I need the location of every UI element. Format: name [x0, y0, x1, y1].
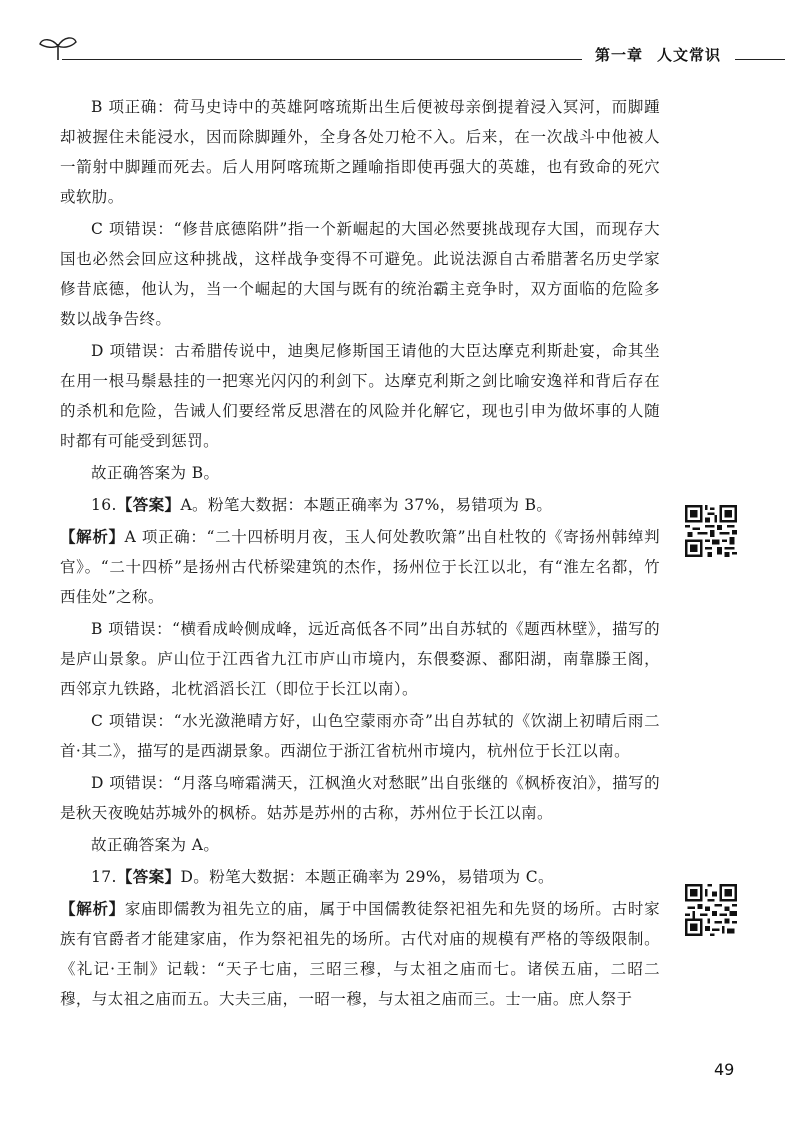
chapter-title: 人文常识	[657, 46, 722, 64]
header-rule-left	[62, 59, 582, 60]
answer-tag: 【答案】	[116, 495, 181, 514]
answer-tag: 【答案】	[116, 867, 181, 886]
page-header	[0, 0, 800, 70]
paragraph: 故正确答案为 B。	[91, 464, 220, 482]
qr-code-icon[interactable]	[685, 505, 737, 557]
paragraph: C 项错误：“水光潋滟晴方好，山色空蒙雨亦奇”出自苏轼的《饮湖上初晴后雨二首·其二》，描写的是西湖景象。西湖位于浙江省杭州市境内，杭州位于长江以南。	[60, 712, 660, 760]
answer-line: 17.【答案】D。粉笔大数据：本题正确率为 29%，易错项为 C。	[91, 867, 554, 886]
chapter-heading	[595, 44, 721, 65]
leaf-sprout-icon	[38, 34, 78, 62]
analysis-tag: 【解析】	[60, 527, 125, 546]
paragraph: B 项错误：“横看成岭侧成峰，远近高低各不同”出自苏轼的《题西林壁》，描写的是庐山景象。庐山位于江西省九江市庐山市境内，东偎婺源、鄱阳湖，南靠滕王阁，西邻京九铁路，北枕滔滔长江（即位于长江以南）。	[60, 620, 660, 698]
answer-line: 16.【答案】A。粉笔大数据：本题正确率为 37%，易错项为 B。	[91, 495, 553, 514]
page-body	[60, 92, 660, 1016]
paragraph: B 项正确：荷马史诗中的英雄阿喀琉斯出生后便被母亲倒提着浸入冥河，而脚踵却被握住未能浸水，因而除脚踵外，全身各处刀枪不入。后来，在一次战斗中他被人一箭射中脚踵而死去。后人用阿喀琉斯之踵喻指即使再强大的英雄，也有致命的死穴或软肋。	[60, 98, 660, 206]
paragraph: C 项错误：“修昔底德陷阱”指一个新崛起的大国必然要挑战现存大国，而现存大国也必然会回应这种挑战，这样战争变得不可避免。此说法源自古希腊著名历史学家修昔底德，他认为，当一个崛起的大国与既有的统治霸主竞争时，双方面临的危险多数以战争告终。	[60, 220, 660, 328]
analysis-paragraph: 【解析】家庙即儒教为祖先立的庙，属于中国儒教徒祭祀祖先和先贤的场所。古时家族有官爵者才能建家庙，作为祭祀祖先的场所。古代对庙的规模有严格的等级限制。《礼记·王制》记载：“天子七庙，三昭三穆，与太祖之庙而七。诸侯五庙，二昭二穆，与太祖之庙而五。大夫三庙，一昭一穆，与太祖之庙而三。士一庙。庶人祭于	[60, 899, 660, 1008]
paragraph: 故正确答案为 A。	[91, 836, 220, 854]
page-number: 49	[714, 1060, 735, 1079]
paragraph: D 项错误：古希腊传说中，迪奥尼修斯国王请他的大臣达摩克利斯赴宴，命其坐在用一根马鬃悬挂的一把寒光闪闪的利剑下。达摩克利斯之剑比喻安逸祥和背后存在的杀机和危险，告诫人们要经常反思潜在的风险并化解它，现也引申为做坏事的人随时都有可能受到惩罚。	[60, 342, 660, 450]
analysis-paragraph: 【解析】A 项正确：“二十四桥明月夜，玉人何处教吹箫”出自杜牧的《寄扬州韩绰判官》。“二十四桥”是扬州古代桥梁建筑的杰作，扬州位于长江以北，有“淮左名都，竹西佳处”之称。	[60, 527, 660, 606]
paragraph: D 项错误：“月落乌啼霜满天，江枫渔火对愁眠”出自张继的《枫桥夜泊》，描写的是秋天夜晚姑苏城外的枫桥。姑苏是苏州的古称，苏州位于长江以南。	[60, 774, 660, 822]
analysis-tag: 【解析】	[60, 899, 125, 918]
header-rule-right	[735, 59, 785, 60]
chapter-label: 第一章	[595, 46, 644, 64]
qr-code-icon[interactable]	[685, 884, 737, 936]
